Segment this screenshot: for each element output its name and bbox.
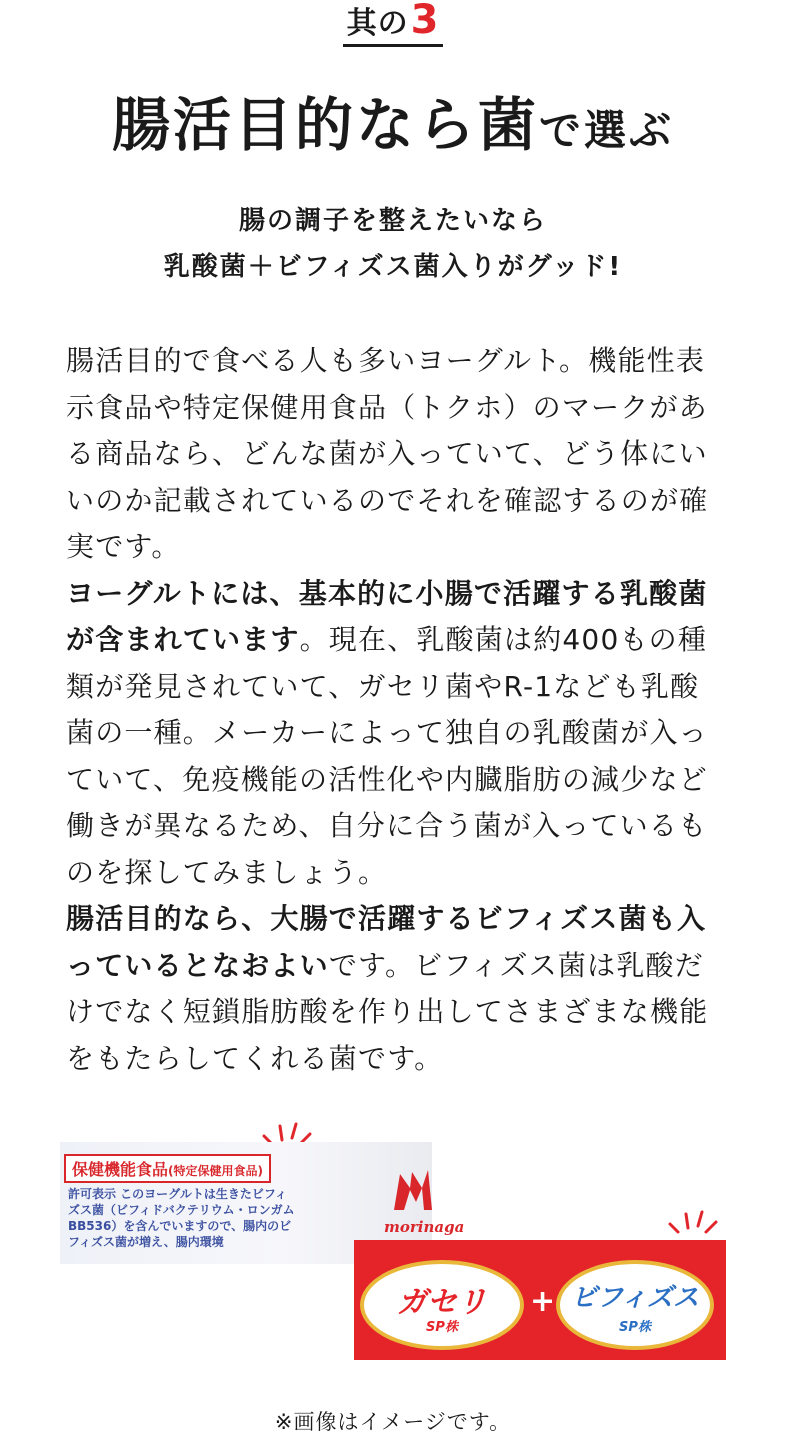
subtitle-line-1: 腸の調子を整えたいなら xyxy=(238,206,547,236)
bifidus-oval xyxy=(556,1260,714,1350)
section-badge xyxy=(0,2,786,47)
paragraph-3 xyxy=(66,896,726,1082)
brand-name: morinaga xyxy=(384,1218,465,1236)
title-tail: で選ぶ xyxy=(539,106,675,155)
article-body xyxy=(66,338,726,1082)
gasseri-oval xyxy=(360,1260,524,1350)
gasseri-sp: SP株 xyxy=(426,1320,458,1335)
paragraph-2-emphasis: ヨーグルトには、基本的に小腸で活躍する乳酸菌が含まれています xyxy=(66,576,708,656)
tokuho-label xyxy=(64,1154,271,1183)
paragraph-2-rest: 。現在、乳酸菌は約400もの種類が発見されていて、ガセリ菌やR-1なども乳酸菌の一種。メーカーによって独自の乳酸菌が入っていて、免疫機能の活性化や内臓脂肪の減少など働きが異なるため、自分に合う菌が入っているものを探してみましょう。 xyxy=(66,623,708,889)
badge-label: 其の xyxy=(346,6,409,41)
product-photo-gasseri xyxy=(354,1240,726,1360)
tokuho-label-sub: (特定保健用食品) xyxy=(168,1164,263,1178)
badge-number: 3 xyxy=(410,0,440,43)
gasseri-word: ガセリ xyxy=(397,1285,487,1320)
permission-text: 許可表示 このヨーグルトは生きたビフィズス菌（ビフィドバクテリウム・ロンガムBB536）を含んでいますので、腸内のビフィズス菌が増え、腸内環境 xyxy=(68,1187,295,1249)
plus-sign: + xyxy=(530,1284,556,1319)
paragraph-3-rest: です。ビフィズス菌は乳酸だけでなく短鎖脂肪酸を作り出してさまざまな機能をもたらしてくれる菌です。 xyxy=(66,948,709,1075)
title-main: 腸活目的なら菌 xyxy=(111,91,539,159)
bifidus-sp: SP株 xyxy=(619,1320,651,1335)
subtitle-line-2: 乳酸菌＋ビフィズス菌入りがグッド! xyxy=(163,252,623,282)
paragraph-3-emphasis: 腸活目的なら、大腸で活躍するビフィズス菌も入っているとなおよい xyxy=(66,902,707,982)
paragraph-1: 腸活目的で食べる人も多いヨーグルト。機能性表示食品や特定保健用食品（トクホ）のマークがある商品なら、どんな菌が入っていて、どう体にいいのか記載されているのでそれを確認するのが確実です。 xyxy=(66,344,709,563)
subtitle xyxy=(0,198,786,290)
page-title xyxy=(0,78,786,162)
paragraph-2 xyxy=(66,571,726,897)
bifidus-word: ビフィズス xyxy=(571,1283,699,1313)
morinaga-logo-icon xyxy=(390,1166,434,1212)
footnote: ※画像はイメージです。 xyxy=(274,1410,512,1434)
tokuho-label-main: 保健機能食品 xyxy=(72,1160,169,1179)
